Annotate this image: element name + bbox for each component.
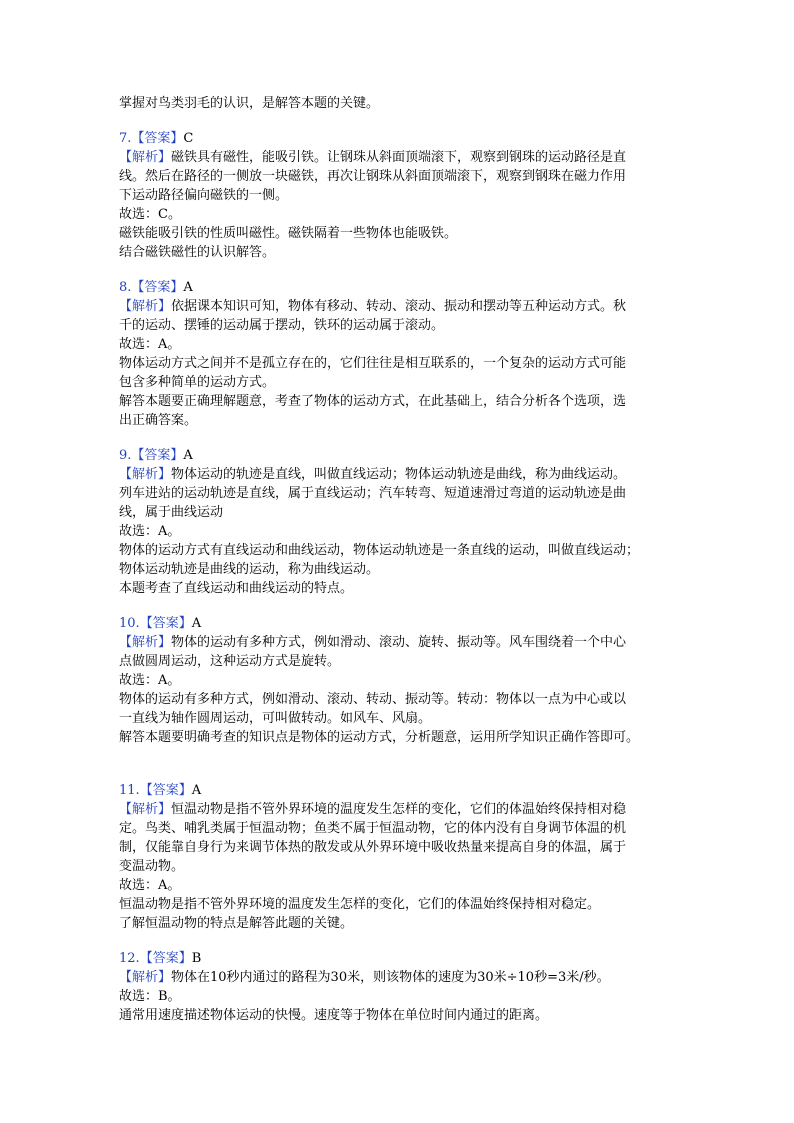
question-7 [119,129,679,262]
analysis-line: 变温动物。 [119,859,185,874]
choice-line: 故选：A。 [119,673,181,688]
analysis-text: 磁铁具有磁性，能吸引铁。让钢珠从斜面顶端滚下，观察到钢珠的运动路径是直 [171,150,627,165]
analysis-tag: 【解析】 [119,150,172,165]
analysis-text: 依据课本知识可知，物体有移动、转动、滚动、振动和摆动等五种运动方式。秋 [171,299,627,314]
explanation-line: 物体的运动有多种方式，例如滑动、滚动、转动、振动等。转动：物体以一点为中心或以 [119,692,627,707]
question-number: 10. [119,616,140,631]
analysis-tag: 【解析】 [119,299,172,314]
answer-line [119,278,679,297]
answer-value: A [183,448,193,463]
analysis-line: 列车进站的运动轨迹是直线，属于直线运动；汽车转弯、短道速滑过弯道的运动轨迹是曲 [119,486,627,501]
question-8 [119,278,679,430]
analysis-line [119,633,679,652]
analysis-text: 物体在10秒内通过的路程为30米，则该物体的速度为30米÷10秒=3米/秒。 [171,970,610,985]
analysis-line [119,148,679,167]
answer-value: A [191,616,202,631]
choice-line: 故选：B。 [119,989,181,1004]
answer-value: B [191,951,202,966]
analysis-line: 千的运动、摆锤的运动属于摆动，铁环的运动属于滚动。 [119,318,445,333]
explanation-line: 本题考查了直线运动和曲线运动的特点。 [119,581,354,596]
choice-line: 故选：A。 [119,878,181,893]
intro-line: 掌握对鸟类羽毛的认识，是解答本题的关键。 [119,96,380,111]
answer-line [119,781,679,800]
question-number: 7. [119,131,132,146]
analysis-line [119,297,679,316]
analysis-text: 物体的运动有多种方式，例如滑动、滚动、旋转、振动等。风车围绕着一个中心 [171,635,627,650]
answer-tag: 【答案】 [131,131,184,146]
answer-value: A [191,783,202,798]
answer-line [119,949,679,968]
answer-tag: 【答案】 [131,448,184,463]
explanation-line: 物体运动方式之间并不是孤立存在的，它们往往是相互联系的，一个复杂的运动方式可能 [119,356,627,371]
answer-line [119,129,679,148]
choice-line: 故选：A。 [119,524,181,539]
question-12 [119,949,679,1025]
explanation-line: 解答本题要明确考查的知识点是物体的运动方式，分析题意，运用所学知识正确作答即可。 [119,730,640,745]
question-number: 9. [119,448,132,463]
explanation-line: 解答本题要正确理解题意，考查了物体的运动方式，在此基础上，结合分析各个选项，选 [119,394,627,409]
analysis-line: 线，属于曲线运动 [119,505,224,520]
explanation-line: 磁铁能吸引铁的性质叫磁性。磁铁隔着一些物体也能吸铁。 [119,226,458,241]
analysis-line: 定。鸟类、哺乳类属于恒温动物；鱼类不属于恒温动物，它的体内没有自身调节体温的机 [119,821,627,836]
analysis-line [119,800,679,819]
answer-line [119,614,679,633]
analysis-line [119,465,679,484]
analysis-text: 物体运动的轨迹是直线，叫做直线运动；物体运动轨迹是曲线，称为曲线运动。 [171,467,627,482]
answer-tag: 【答案】 [131,280,184,295]
answer-value: A [183,280,193,295]
answer-tag: 【答案】 [139,616,192,631]
answer-value: C [183,131,194,146]
explanation-line: 包含多种简单的运动方式。 [119,375,276,390]
answer-line [119,446,679,465]
analysis-line: 下运动路径偏向磁铁的一侧。 [119,188,289,203]
explanation-line: 结合磁铁磁性的认识解答。 [119,245,276,260]
explanation-line: 通常用速度描述物体运动的快慢。速度等于物体在单位时间内通过的距离。 [119,1008,549,1023]
explanation-line: 恒温动物是指不管外界环境的温度发生怎样的变化，它们的体温始终保持相对稳定。 [119,897,601,912]
explanation-line: 物体的运动方式有直线运动和曲线运动，物体运动轨迹是一条直线的运动，叫做直线运动； [119,543,640,558]
question-9 [119,446,679,598]
answer-tag: 【答案】 [139,951,192,966]
analysis-text: 恒温动物是指不管外界环境的温度发生怎样的变化，它们的体温始终保持相对稳 [171,802,627,817]
explanation-line: 了解恒温动物的特点是解答此题的关键。 [119,916,354,931]
choice-line: 故选：A。 [119,337,181,352]
choice-line: 故选：C。 [119,207,181,222]
question-11 [119,781,679,933]
answer-document [119,94,679,1025]
analysis-line: 制，仅能靠自身行为来调节体热的散发或从外界环境中吸收热量来提高自身的体温，属于 [119,840,627,855]
analysis-tag: 【解析】 [119,467,172,482]
analysis-line: 点做圆周运动，这种运动方式是旋转。 [119,654,341,669]
explanation-line: 出正确答案。 [119,413,198,428]
analysis-line [119,968,679,987]
question-number: 8. [119,280,132,295]
explanation-line: 物体运动轨迹是曲线的运动，称为曲线运动。 [119,562,380,577]
question-number: 11. [119,783,140,798]
answer-tag: 【答案】 [139,783,192,798]
explanation-line: 一直线为轴作圆周运动，可叫做转动。如风车、风扇。 [119,711,432,726]
question-10 [119,614,679,747]
analysis-line: 线。然后在路径的一侧放一块磁铁，再次让钢珠从斜面顶端滚下，观察到钢珠在磁力作用 [119,169,627,184]
analysis-tag: 【解析】 [119,802,172,817]
question-number: 12. [119,951,140,966]
analysis-tag: 【解析】 [119,970,172,985]
analysis-tag: 【解析】 [119,635,172,650]
